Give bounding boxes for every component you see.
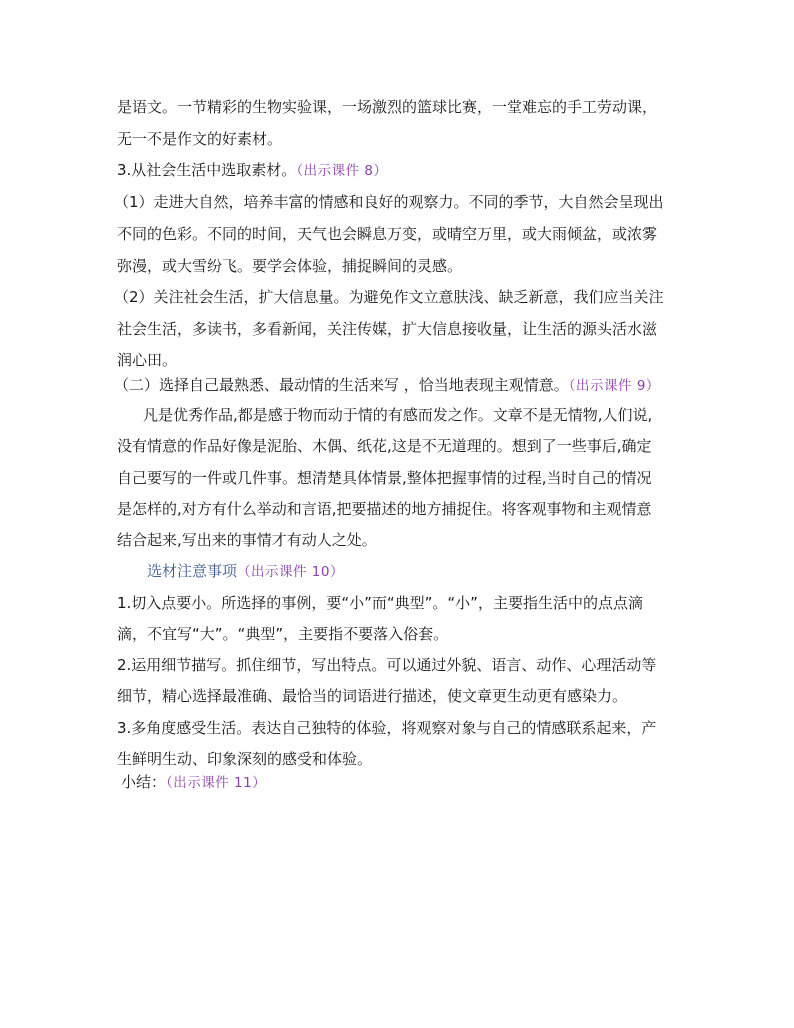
text-line: 自己要写的一件或几件事。想清楚具体情景,整体把握事情的过程,当时自己的情况	[117, 469, 652, 487]
text-line: （2）关注社会生活，扩大信息量。为避免作文立意肤浅、缺乏新意，我们应当关注	[114, 288, 664, 306]
text-line: 2.运用细节描写。抓住细节，写出特点。可以通过外貌、语言、动作、心理活动等	[117, 656, 657, 674]
slide-reference: （出示课件 11）	[166, 775, 267, 791]
text-line: 没有情意的作品好像是泥胎、木偶、纸花,这是不无道理的。想到了一些事后,确定	[117, 437, 652, 455]
text-line: 无一不是作文的好素材。	[117, 130, 283, 148]
text-line: 细节，精心选择最准确、最恰当的词语进行描述，使文章更生动更有感染力。	[117, 687, 628, 705]
slide-reference: （出示课件 10）	[237, 564, 344, 580]
text-line: 弥漫，或大雪纷飞。要学会体验，捕捉瞬间的灵感。	[117, 257, 463, 275]
text-line: 凡是优秀作品,都是感于物而动于情的有感而发之作。文章不是无情物,人们说,	[143, 406, 653, 424]
text-line: （1）走进大自然，培养丰富的情感和良好的观察力。不同的季节，大自然会呈现出	[114, 193, 664, 211]
text-line: 是语文。一节精彩的生物实验课，一场激烈的篮球比赛，一堂难忘的手工劳动课，	[117, 98, 658, 116]
text-line: 社会生活，多读书，多看新闻，关注传媒，扩大信息接收量，让生活的源头活水滋	[117, 320, 658, 338]
slide-reference: （出示课件 8）	[296, 163, 388, 179]
text-line: 不同的色彩。不同的时间，天气也会瞬息万变，或晴空万里，或大雨倾盆，或浓雾	[117, 225, 658, 243]
text-line: 是怎样的,对方有什么举动和言语,把要描述的地方捕捉住。将客观事物和主观情意	[117, 500, 652, 518]
text-line: 1.切入点要小。所选择的事例，要“小”而“典型”。“小”，主要指生活中的点点滴	[117, 594, 643, 612]
summary-heading: 小结：（出示课件 11）	[121, 773, 267, 791]
text-line: 滴，不宜写“大”。“典型”，主要指不要落入俗套。	[117, 625, 449, 643]
slide-reference: （出示课件 9）	[568, 378, 660, 394]
text-line: 生鲜明生动、印象深刻的感受和体验。	[117, 750, 373, 768]
text-line: 3.多角度感受生活。表达自己独特的体验，将观察对象与自己的情感联系起来，产	[117, 719, 657, 737]
section-heading: （二）选择自己最熟悉、最动情的生活来写 ，恰当地表现主观情意。（出示课件 9）	[114, 376, 660, 394]
section-heading: 3.从社会生活中选取素材。（出示课件 8）	[117, 161, 388, 179]
text-line: 润心田。	[117, 351, 178, 369]
text-line: 结合起来,写出来的事情才有动人之处。	[117, 531, 377, 549]
subheading: 选材注意事项（出示课件 10）	[147, 562, 344, 580]
